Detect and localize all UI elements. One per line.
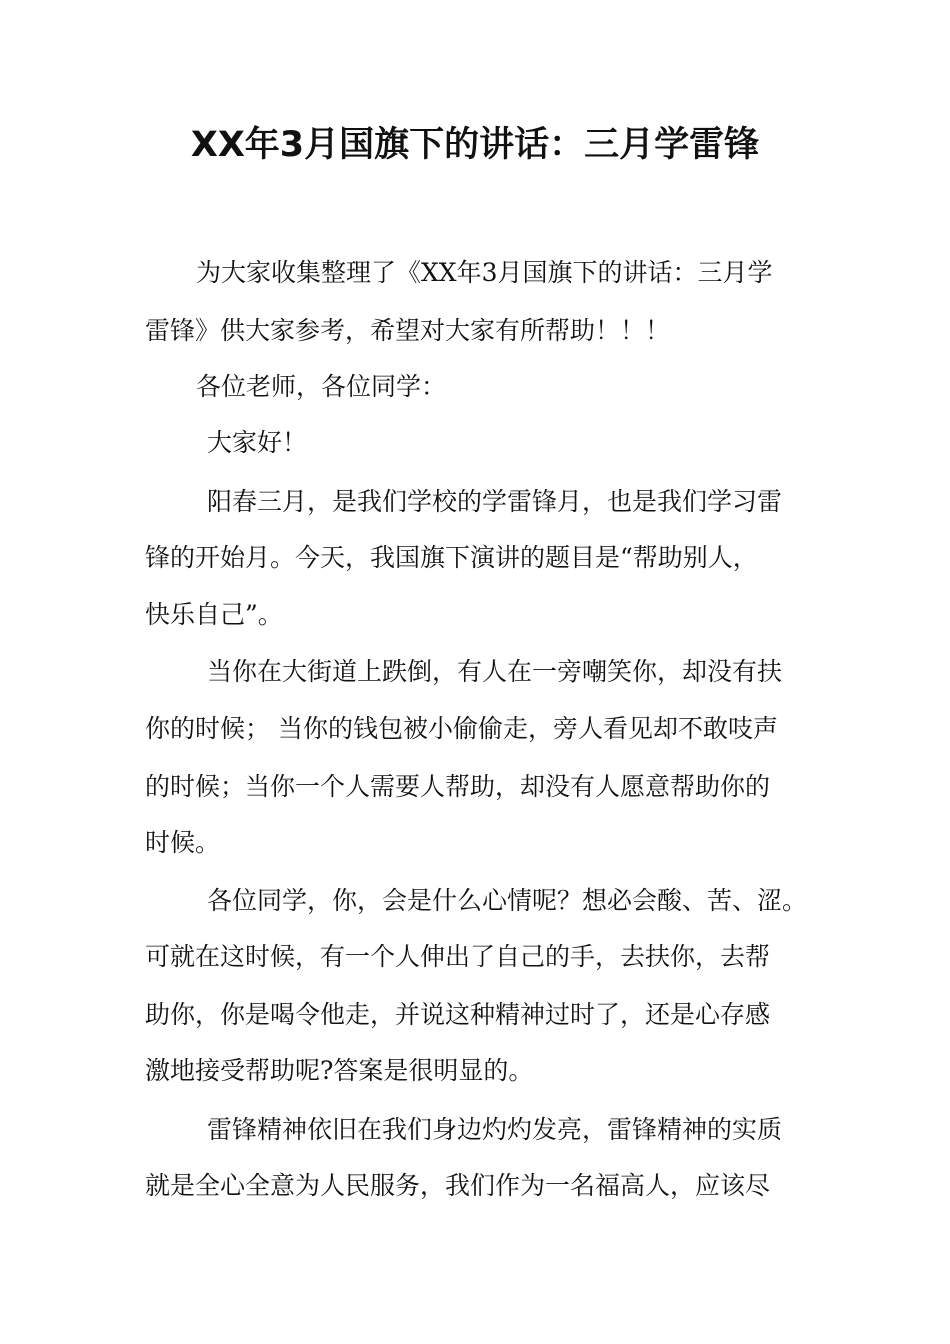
document-title: XX年3月国旗下的讲话：三月学雷锋: [190, 125, 760, 165]
body-line: 助你，你是喝令他走，并说这种精神过时了，还是心存感: [145, 1000, 771, 1029]
body-line: 阳春三月，是我们学校的学雷锋月，也是我们学习雷: [207, 487, 783, 516]
body-line: 的时候；当你一个人需要人帮助，却没有人愿意帮助你的: [145, 772, 771, 801]
body-line: 可就在这时候，有一个人伸出了自己的手，去扶你，去帮: [145, 942, 771, 971]
body-line: 激地接受帮助呢?答案是很明显的。: [145, 1056, 534, 1085]
body-line: 快乐自己”。: [145, 600, 283, 629]
body-line: 你的时候； 当你的钱包被小偷偷走，旁人看见却不敢吱声: [145, 714, 778, 743]
body-line: 雷锋精神依旧在我们身边灼灼发亮，雷锋精神的实质: [207, 1115, 783, 1144]
body-line: 大家好！: [207, 428, 308, 457]
body-line: 当你在大街道上跌倒，有人在一旁嘲笑你，却没有扶: [207, 657, 783, 686]
body-line: 为大家收集整理了《XX年3月国旗下的讲话：三月学: [196, 258, 773, 287]
body-line: 各位同学，你，会是什么心情呢？想必会酸、苦、涩。: [207, 886, 808, 915]
body-line: 各位老师，各位同学：: [196, 372, 447, 401]
body-line: 锋的开始月。今天，我国旗下演讲的题目是“帮助别人，: [145, 543, 758, 572]
body-line: 就是全心全意为人民服务，我们作为一名福高人，应该尽: [145, 1171, 771, 1200]
body-line: 时候。: [145, 828, 221, 857]
body-line: 雷锋》供大家参考，希望对大家有所帮助！！！: [145, 316, 671, 345]
